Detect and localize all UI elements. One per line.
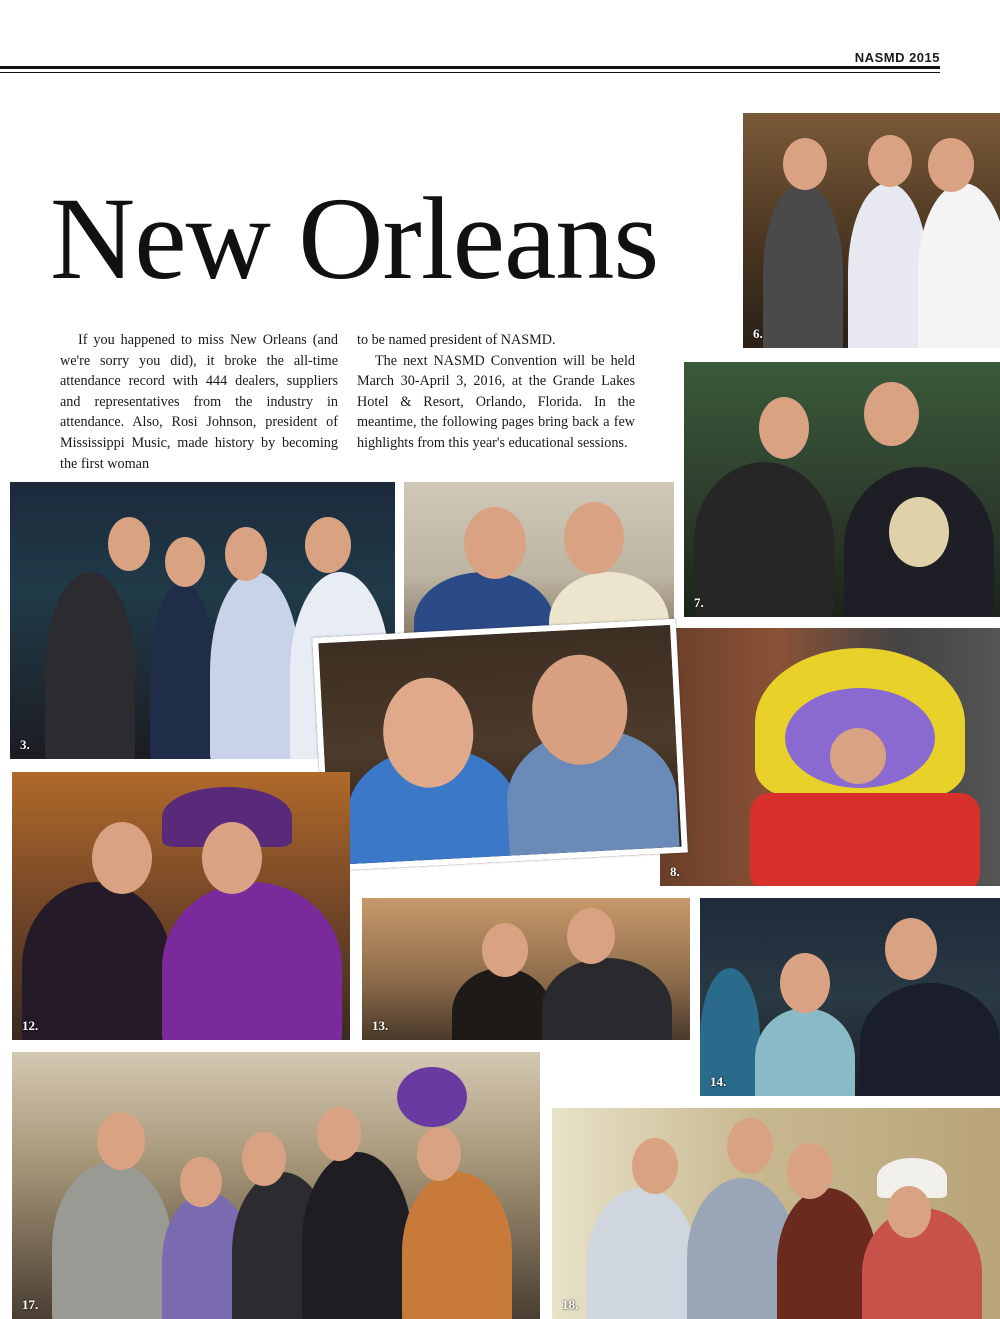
photo-8: [660, 628, 1000, 886]
article-title: New Orleans: [50, 173, 659, 304]
photo-17: [12, 1052, 540, 1319]
photo-caption-number: 6.: [753, 326, 763, 341]
photo-caption-number: 18.: [562, 1297, 579, 1312]
photo-caption-number: 13.: [372, 1018, 389, 1033]
photo-caption-number: 7.: [694, 595, 704, 610]
body-paragraph: The next NASMD Convention will be held March 30-April 3, 2016, at the Grande Lakes Hotel & Resort, Orlando, Florida. In the meantime, the following pages bring back a few highlights from this year's educational sessions.: [357, 352, 635, 451]
body-column-1: [60, 330, 338, 474]
photo-13: [362, 898, 690, 1040]
photo-7: [684, 362, 1000, 617]
photo-caption-number: 3.: [20, 737, 30, 752]
body-paragraph: to be named president of NASMD.: [357, 332, 556, 348]
photo-caption-number: 8.: [670, 864, 680, 879]
photo-caption-number: 12.: [22, 1018, 39, 1033]
photo-6: [743, 113, 1000, 348]
running-header: NASMD 2015: [854, 50, 940, 65]
body-paragraph: If you happened to miss New Orleans (and we're sorry you did), it broke the all-time attendance record with 444 dealers, suppliers and representatives from the industry in attendance. Also, Rosi Johnson, president of Mississippi Music, made history by becoming the first woman: [60, 332, 338, 472]
photo-4: [312, 619, 688, 872]
photo-caption-number: 17.: [22, 1297, 39, 1312]
photo-18: [552, 1108, 1000, 1319]
header-rule-thick: [0, 66, 940, 69]
header-rule-thin: [0, 72, 940, 73]
photo-14: [700, 898, 1000, 1096]
body-column-2: [357, 330, 635, 454]
photo-12: [12, 772, 350, 1040]
photo-caption-number: 14.: [710, 1074, 727, 1089]
